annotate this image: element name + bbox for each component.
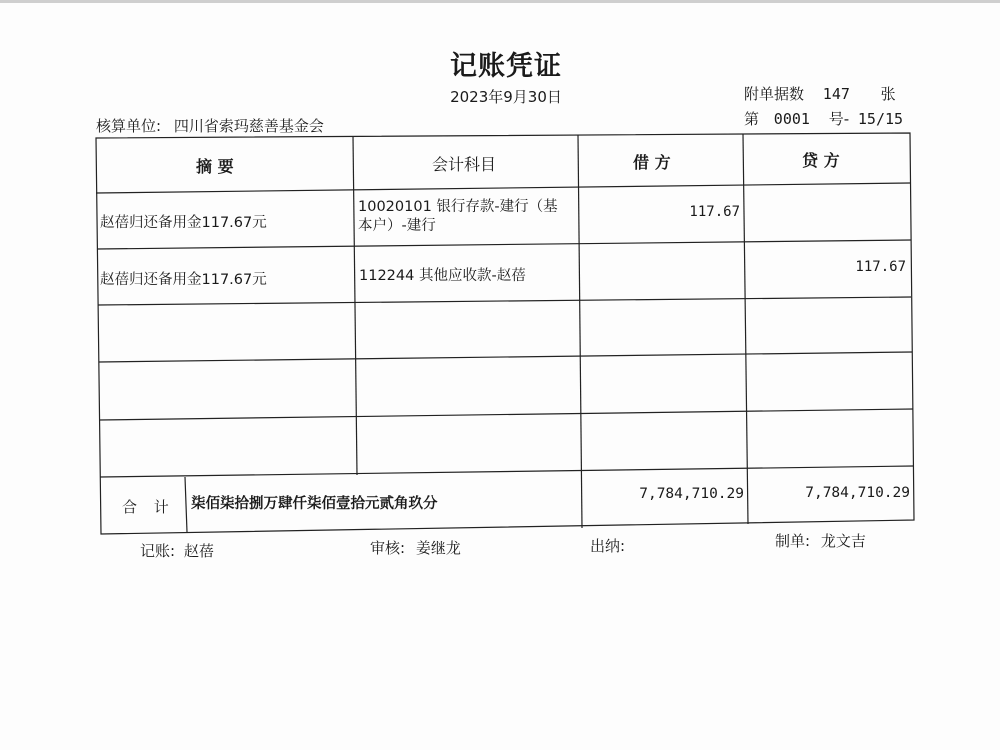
cashier-label: 出纳: [590, 537, 626, 555]
row-line-1 [96, 183, 910, 193]
header-credit: 贷 方 [802, 151, 840, 170]
total-label: 合 计 [122, 498, 175, 516]
row-line-5 [99, 409, 913, 420]
row-line-6 [100, 466, 913, 477]
header-summary: 摘 要 [196, 157, 234, 176]
row2-credit: 117.67 [855, 259, 906, 275]
row2-summary: 赵蓓归还备用金117.67元 [100, 272, 267, 288]
no-prefix: 第 [744, 110, 760, 128]
col-line-debit [578, 135, 582, 528]
preparer-label: 制单: [775, 532, 811, 550]
row2-account: 112244 其他应收款-赵蓓 [359, 268, 526, 284]
row1-account: 10020101 银行存款-建行（基本户）-建行 [358, 199, 558, 234]
voucher-date: 2023年9月30日 [450, 88, 562, 106]
attach-label: 附单据数 [744, 85, 805, 103]
bookkeeper-label: 记账: [140, 542, 176, 560]
col-line-total-label [185, 477, 187, 532]
total-credit: 7,784,710.29 [805, 485, 910, 501]
table-outer-border [96, 133, 914, 534]
col-line-credit [743, 134, 748, 524]
no-value: 0001 [773, 110, 810, 128]
col-line-account [353, 136, 357, 475]
attach-unit: 张 [880, 85, 896, 103]
row1-debit: 117.67 [689, 204, 740, 220]
row1-summary: 赵蓓归还备用金117.67元 [100, 215, 267, 231]
reviewer [370, 537, 461, 558]
row-line-2 [97, 240, 911, 249]
cashier [590, 535, 625, 556]
no-page: 15/15 [857, 110, 904, 128]
voucher-title: 记账凭证 [450, 51, 562, 82]
attach-count: 147 [822, 85, 850, 103]
total-debit: 7,784,710.29 [639, 486, 744, 502]
unit-name: 四川省索玛慈善基金会 [173, 117, 324, 135]
header-account: 会计科目 [432, 155, 497, 174]
header-debit: 借 方 [633, 153, 671, 172]
no-suffix: 号- [828, 110, 850, 128]
row-line-3 [98, 297, 911, 305]
row-line-4 [99, 352, 912, 362]
unit-label: 核算单位: [96, 117, 162, 135]
bookkeeper-name: 赵蓓 [183, 542, 214, 560]
total-amount-words: 柒佰柒拾捌万肆仟柒佰壹拾元贰角玖分 [191, 496, 438, 512]
reviewer-label: 审核: [370, 539, 406, 557]
preparer [775, 530, 866, 551]
preparer-name: 龙文吉 [820, 532, 866, 550]
bookkeeper [140, 540, 214, 561]
reviewer-name: 姜继龙 [415, 539, 461, 557]
